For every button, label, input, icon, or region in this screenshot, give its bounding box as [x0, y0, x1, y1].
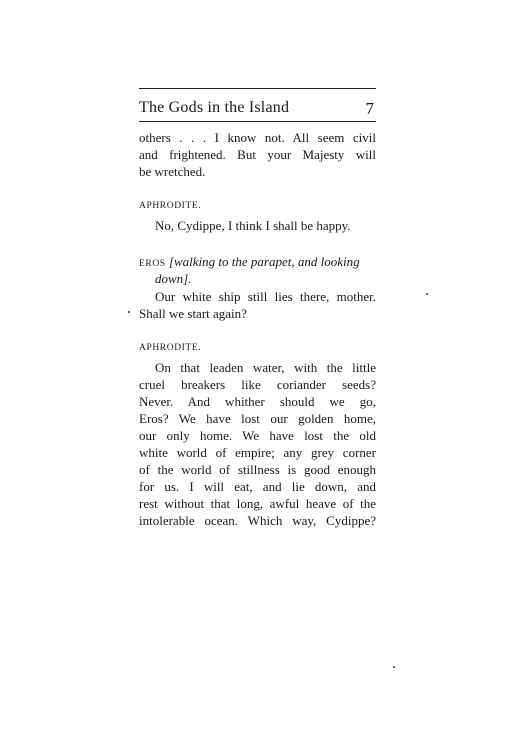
text-line: our only home. We have lost the old — [139, 428, 376, 443]
top-rule — [139, 88, 376, 89]
text-line: and frightened. But your Majesty will — [139, 147, 376, 162]
text-line: Never. And whither should we go, — [139, 394, 376, 409]
stage-direction: [walking to the parapet, and looking — [168, 254, 360, 269]
text-line: Shall we start again? — [139, 306, 247, 321]
speaker-name: EROS — [139, 259, 166, 269]
scan-speck — [128, 311, 130, 313]
text-line: cruel breakers like coriander seeds? — [139, 377, 376, 392]
stage-direction: down]. — [155, 271, 192, 286]
text-line: for us. I will eat, and lie down, and — [139, 479, 376, 494]
text-line: Eros? We have lost our golden home, — [139, 411, 376, 426]
page-header — [139, 99, 376, 119]
text-line: of the world of stillness is good enough — [139, 462, 376, 477]
text-line: others . . . I know not. All seem civil — [139, 130, 376, 145]
text-line: white world of empire; any grey corner — [139, 445, 376, 460]
scan-speck — [393, 666, 395, 668]
speaker-name: APHRODITE. — [139, 343, 202, 353]
scan-speck — [426, 293, 428, 295]
page-number: 7 — [365, 99, 374, 118]
text-line: On that leaden water, with the little — [155, 360, 376, 375]
header-rule — [139, 121, 376, 122]
text-line: be wretched. — [139, 164, 206, 179]
text-line: intolerable ocean. Which way, Cydippe? — [139, 513, 376, 528]
speaker-name: APHRODITE. — [139, 201, 202, 211]
text-line: No, Cydippe, I think I shall be happy. — [155, 218, 351, 233]
running-title: The Gods in the Island — [139, 99, 290, 116]
text-line: rest without that long, awful heave of the — [139, 496, 376, 511]
text-line: Our white ship still lies there, mother. — [155, 289, 376, 304]
